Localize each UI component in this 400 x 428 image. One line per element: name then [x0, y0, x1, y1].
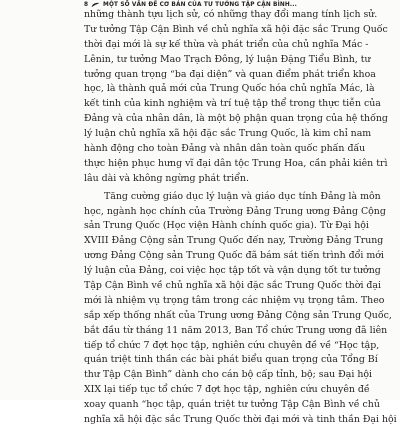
paragraph [84, 190, 397, 428]
text-line: bắt đầu từ tháng 11 năm 2013, Ban Tổ chức Trung ương đã liên [84, 324, 388, 336]
text-line: lý luận của Đảng, coi việc học tập tốt và vận dụng tốt tư tưởng [84, 265, 381, 277]
text-line: Lênin, tư tưởng Mao Trạch Đông, lý luận Đặng Tiểu Bình, tư [84, 53, 371, 65]
leaf-ornament-icon [91, 2, 100, 8]
running-title: MỘT SỐ VẤN ĐỀ CƠ BẢN CỦA TƯ TƯỞNG TẬP CẬN BÌNH... [103, 1, 297, 8]
page-number: 8 [84, 1, 89, 8]
text-line: sắp xếp thống nhất của Trung ương Đảng Cộng sản Trung Quốc, [84, 309, 392, 321]
text-line: Tư tưởng Tập Cận Bình về chủ nghĩa xã hội đặc sắc Trung Quốc [84, 23, 388, 35]
text-line: xoay quanh “học tập, quán triệt tư tưởng Tập Cận Bình về chủ [84, 399, 380, 411]
text-line: thực hiện phục hưng vĩ đại dân tộc Trung Hoa, cần phải kiên trì [84, 157, 388, 169]
text-line: thư Tập Cận Bình” dành cho cán bộ cấp tỉnh, bộ; sau Đại hội [84, 369, 373, 381]
text-line: XVIII Đảng Cộng sản Trung Quốc đến nay, Trường Đảng Trung [84, 235, 384, 247]
body-text [84, 8, 397, 428]
text-line: tưởng quan trọng “ba đại diện” và quan điểm phát triển khoa [84, 68, 376, 80]
text-line: Tăng cường giáo dục lý luận và giáo dục tính Đảng là môn [104, 190, 381, 202]
text-line: mới là nhiệm vụ trọng tâm trong các nhiệm vụ trọng tâm. Theo [84, 294, 385, 306]
text-line: học, ngành học chính của Trường Đảng Trung ương Đảng Cộng [84, 205, 386, 217]
paragraph [84, 8, 388, 187]
text-line: hành động cho toàn Đảng và nhân dân toàn quốc phấn đấu [84, 143, 366, 155]
text-line: Tập Cận Bình về chủ nghĩa xã hội đặc sắc Trung Quốc thời đại [84, 280, 382, 292]
text-line: sản Trung Quốc (Học viện Hành chính quốc gia). Từ Đại hội [84, 220, 369, 232]
text-line: học, là thành quả mới của Trung Quốc hóa chủ nghĩa Mác, là [84, 83, 375, 95]
text-line: kết tinh của kinh nghiệm và trí tuệ tập thể trong thực tiễn của [84, 98, 381, 110]
text-line: tiếp tổ chức 7 đợt học tập, nghiên cứu chuyên đề về “Học tập, [84, 339, 380, 351]
text-line: XIX lại tiếp tục tổ chức 7 đợt học tập, nghiên cứu chuyên đề [84, 384, 370, 396]
text-line: lâu dài và không ngừng phát triển. [84, 172, 249, 184]
text-line: lý luận chủ nghĩa xã hội đặc sắc Trung Quốc, là kim chỉ nam [84, 128, 372, 140]
text-line: thời đại mới là sự kế thừa và phát triển của chủ nghĩa Mác - [84, 38, 369, 50]
text-line: những thành tựu lịch sử, có những thay đổi mang tính lịch sử. [84, 9, 378, 20]
text-line: Đảng và của nhân dân, là một bộ phận quan trọng của hệ thống [84, 113, 388, 125]
text-line: ương Đảng Cộng sản Trung Quốc đã bám sát tiến trình đổi mới [84, 250, 384, 262]
text-line: quán triệt tinh thần các bài phát biểu quan trọng của Tổng Bí [84, 354, 378, 366]
text-line: nghĩa xã hội đặc sắc Trung Quốc thời đại mới và tinh thần Đại hội [84, 414, 397, 426]
